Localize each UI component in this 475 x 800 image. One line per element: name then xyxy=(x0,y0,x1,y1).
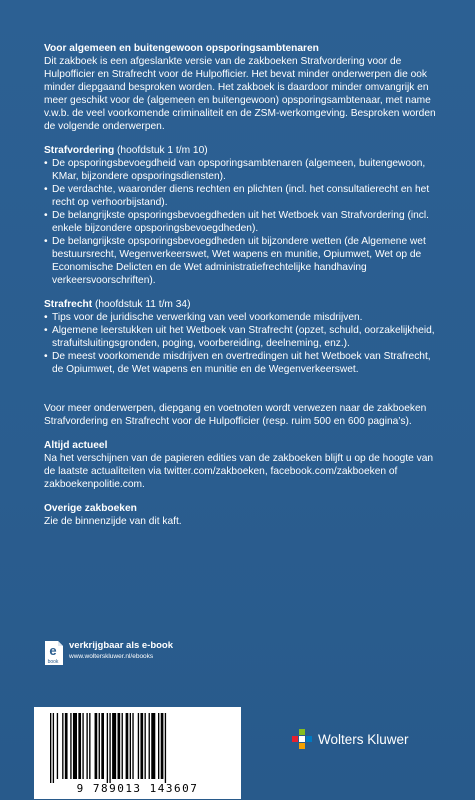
strafrecht-title: Strafrecht xyxy=(44,299,93,310)
list-item: • De verdachte, waaronder diens rechten en plichten (incl. het consultatierecht en het recht op verhoorbijstand). xyxy=(44,183,444,209)
barcode-bar xyxy=(112,713,116,779)
strafrecht-subtitle: (hoofdstuk 11 t/m 34) xyxy=(92,299,191,310)
overige-heading: Overige zakboeken xyxy=(44,503,137,514)
barcode-bar xyxy=(161,713,164,779)
list-item: • Tips voor de juridische verwerking van veel voorkomende misdrijven. xyxy=(44,311,444,324)
list-item: • De meest voorkomende misdrijven en overtredingen uit het Wetboek van Strafrecht, de Opiumwet, de Wet wapens en munitie en de Wegenverkeerswet. xyxy=(44,350,444,376)
ebook-url: www.wolterskluwer.nl/ebooks xyxy=(69,653,154,660)
barcode-bar xyxy=(122,713,123,779)
barcode-bar xyxy=(65,713,68,779)
strafvordering-list xyxy=(44,157,444,287)
cover-text xyxy=(44,42,444,528)
barcode-bar xyxy=(50,713,51,783)
strafvordering-section xyxy=(44,144,444,287)
barcode-bar xyxy=(107,713,108,783)
ebook-title: verkrijgbaar als e-book xyxy=(69,640,174,651)
ebook-badge xyxy=(44,640,173,666)
list-item: • De opsporingsbevoegdheid van opsporingsambtenaren (algemeen, buitengewoon, KMar, bijzondere opsporingsdiensten). xyxy=(44,157,444,183)
barcode-bar xyxy=(165,713,166,783)
barcode-bar xyxy=(138,713,139,779)
barcode-bar xyxy=(70,713,71,779)
barcode-bar xyxy=(95,713,98,779)
barcode-bar xyxy=(109,713,110,783)
barcode-bar xyxy=(126,713,129,779)
intro-heading: Voor algemeen en buitengewoon opsporingsambtenaren xyxy=(44,43,319,54)
ebook-icon-letter: e xyxy=(49,643,57,658)
barcode-bar xyxy=(82,713,83,779)
barcode-bar xyxy=(73,713,77,779)
actueel-text: Na het verschijnen van de papieren edities van de zakboeken blijft u op de hoogte van de laatste actualiteiten via twitter.com/zakboeken, facebook.com/zakboeken of zakboekenpolitie.com. xyxy=(44,453,434,490)
strafvordering-header xyxy=(44,144,444,157)
barcode-bar xyxy=(132,713,133,779)
actueel-heading: Altijd actueel xyxy=(44,440,108,451)
publisher-name: Wolters Kluwer xyxy=(318,731,409,747)
barcode-bar xyxy=(78,713,81,779)
barcode-bar xyxy=(101,713,104,779)
list-item: • Algemene leerstukken uit het Wetboek van Strafrecht (opzet, schuld, oorzakelijkheid, strafuitsluitingsgronden, poging, voorbereiding, deelneming, enz.). xyxy=(44,324,444,350)
barcode-bar xyxy=(53,713,54,783)
barcode-bar xyxy=(62,713,63,779)
more-info-paragraph: Voor meer onderwerpen, diepgang en voetnoten wordt verwezen naar de zakboeken Strafvordering en Strafrecht voor de Hulpofficier (resp. ruim 500 en 600 pagina’s). xyxy=(44,403,427,427)
actueel-section xyxy=(44,439,444,491)
ebook-text xyxy=(69,640,173,662)
overige-section xyxy=(44,502,444,528)
barcode-bar xyxy=(57,713,58,779)
strafvordering-title: Strafvordering xyxy=(44,145,115,156)
ebook-icon-label: book xyxy=(47,659,59,665)
barcode xyxy=(46,713,226,783)
barcode-bar xyxy=(89,713,90,779)
wolters-kluwer-logo-icon xyxy=(291,728,313,750)
list-item: • De belangrijkste opsporingsbevoegdheden uit het Wetboek van Strafvordering (incl. enkele bijzondere opsporingsbevoegdheden). xyxy=(44,209,444,235)
publisher-logo xyxy=(291,728,409,750)
barcode-bar xyxy=(151,713,155,779)
isbn-number: 9 789013 143607 xyxy=(76,782,199,795)
intro-paragraph: Dit zakboek is een afgeslankte versie van de zakboeken Strafvordering voor de Hulpofficier en Strafrecht voor de Hulpofficier. Het bevat minder onderwerpen die ook minder diepgaand besproken worden. Het zakboek is daardoor minder omvangrijk en meer geschikt voor de (algemeen en buitengewoon) opsporingsambtenaar, met name v.w.b. de veel voorkomende criminaliteit en de ZSM-werkomgeving. Besproken worden de volgende onderwerpen. xyxy=(44,56,436,132)
strafrecht-header xyxy=(44,298,444,311)
barcode-bar xyxy=(86,713,87,779)
barcode-bar xyxy=(140,713,143,779)
strafrecht-section xyxy=(44,298,444,376)
barcode-bar xyxy=(99,713,100,779)
ebook-icon xyxy=(44,640,64,666)
list-item: • De belangrijkste opsporingsbevoegdheden uit bijzondere wetten (de Algemene wet bestuursrecht, Wegenverkeerswet, Wet wapens en munitie, Opiumwet, Wet op de Economische Delicten en de Wet administratiefrechtelijke handhaving verkeersvoorschriften). xyxy=(44,235,444,287)
strafrecht-list xyxy=(44,311,444,376)
barcode-bar xyxy=(130,713,131,779)
strafvordering-subtitle: (hoofdstuk 1 t/m 10) xyxy=(114,145,208,156)
barcode-bar xyxy=(149,713,150,779)
barcode-bar xyxy=(158,713,159,779)
barcode-panel xyxy=(34,707,241,799)
barcode-bar xyxy=(145,713,146,779)
barcode-bar xyxy=(118,713,121,779)
overige-text: Zie de binnenzijde van dit kaft. xyxy=(44,516,182,527)
